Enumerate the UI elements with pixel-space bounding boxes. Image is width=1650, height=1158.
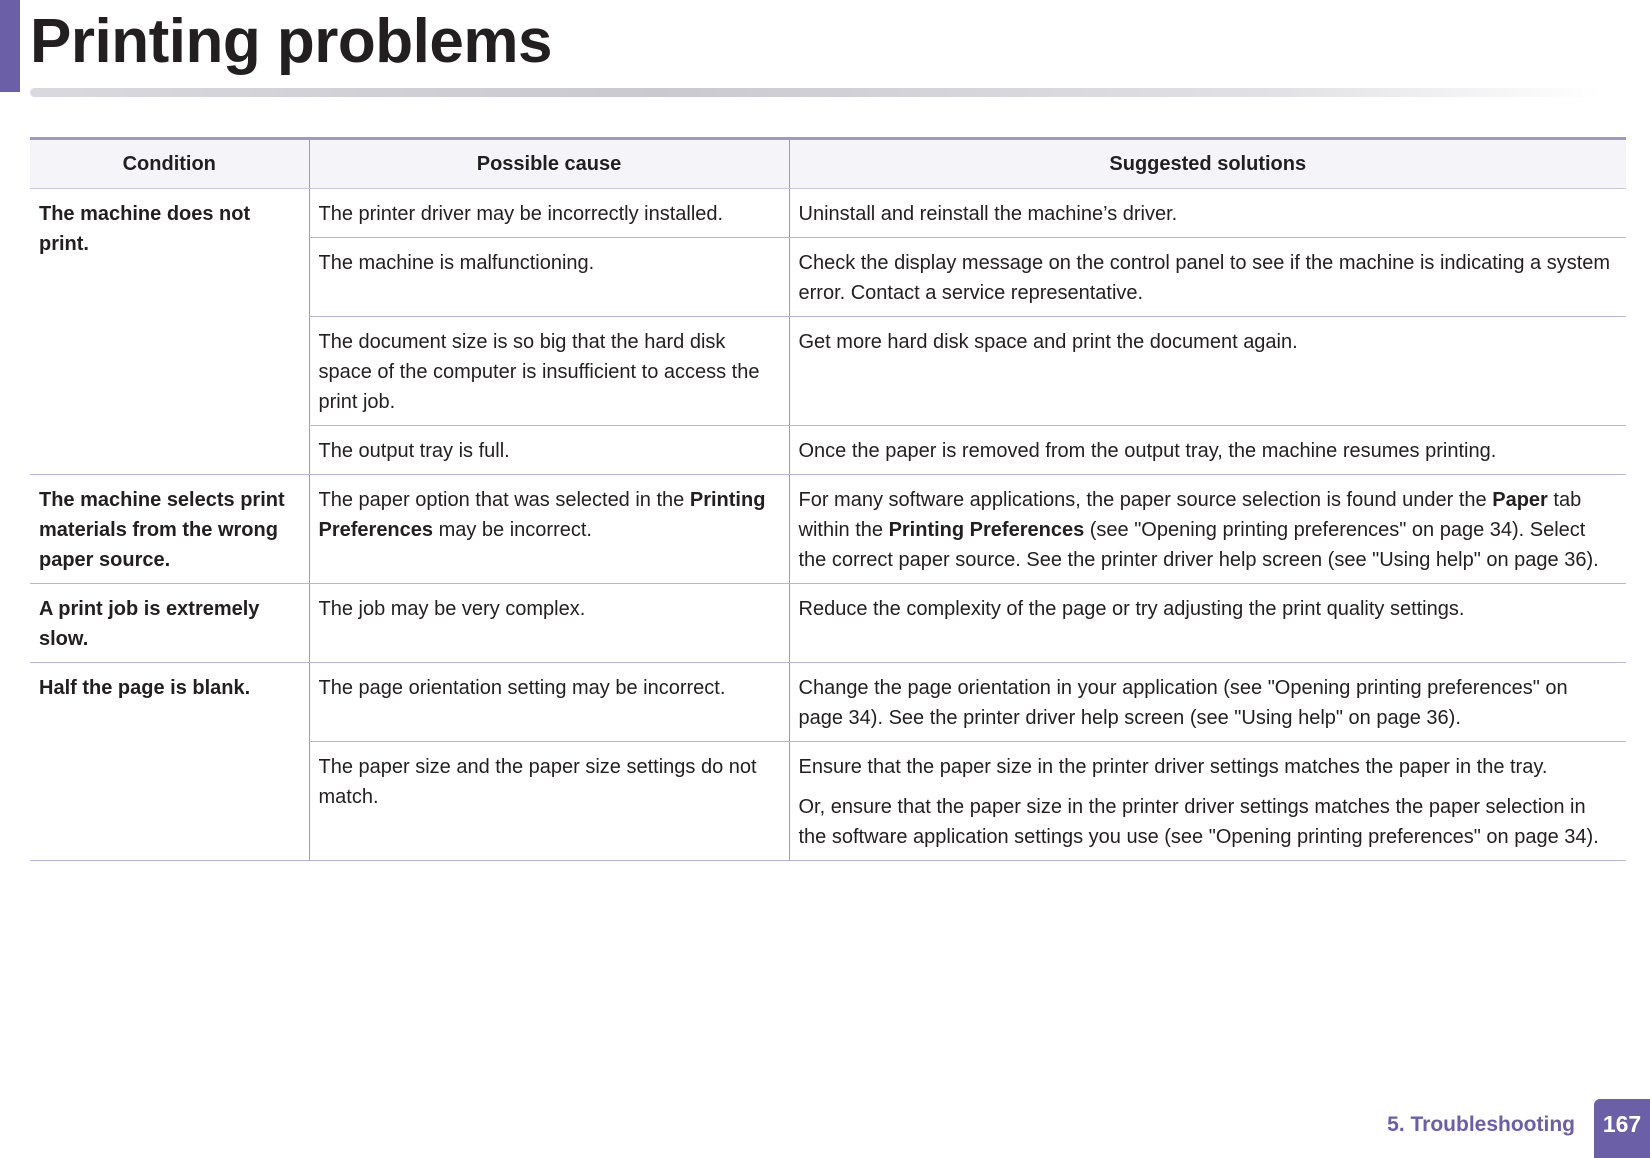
troubleshooting-table <box>30 137 1626 861</box>
header-suggested-solutions: Suggested solutions <box>789 139 1626 189</box>
solution-cell: Uninstall and reinstall the machine’s driver. <box>789 189 1626 238</box>
cause-cell: The paper size and the paper size settings do not match. <box>309 742 789 861</box>
table-row <box>30 189 1626 238</box>
solution-cell: Get more hard disk space and print the document again. <box>789 317 1626 426</box>
cause-cell: The machine is malfunctioning. <box>309 238 789 317</box>
solution-cell <box>789 475 1626 584</box>
cause-cell: The job may be very complex. <box>309 584 789 663</box>
cause-cell <box>309 475 789 584</box>
table-row <box>30 584 1626 663</box>
table-row <box>30 475 1626 584</box>
title-accent-bar <box>0 0 20 92</box>
solution-text: tab within the <box>798 489 1582 541</box>
cause-text: may be incorrect. <box>433 519 592 541</box>
table-row <box>30 663 1626 742</box>
solution-paragraph: Ensure that the paper size in the printer driver settings matches the paper in the tray. <box>798 756 1548 778</box>
solution-emphasis: Printing Preferences <box>888 519 1085 541</box>
page-title: Printing problems <box>30 7 552 76</box>
header-condition: Condition <box>30 139 309 189</box>
cause-cell: The output tray is full. <box>309 426 789 475</box>
cause-emphasis: Printing Preferences <box>318 489 766 541</box>
condition-cell: A print job is extremely slow. <box>30 584 309 663</box>
solution-text: For many software applications, the paper source selection is found under the <box>798 489 1493 511</box>
solution-cell: Reduce the complexity of the page or try adjusting the print quality settings. <box>789 584 1626 663</box>
header-possible-cause: Possible cause <box>309 139 789 189</box>
solution-cell: Check the display message on the control panel to see if the machine is indicating a system error. Contact a service representative. <box>789 238 1626 317</box>
cause-text: The paper option that was selected in the <box>318 489 690 511</box>
cause-cell: The page orientation setting may be incorrect. <box>309 663 789 742</box>
solution-cell: Once the paper is removed from the output tray, the machine resumes printing. <box>789 426 1626 475</box>
cause-cell: The printer driver may be incorrectly installed. <box>309 189 789 238</box>
solution-emphasis: Paper <box>1492 489 1548 511</box>
solution-paragraph: Or, ensure that the paper size in the printer driver settings matches the paper selection in the software application settings you use (see "Opening printing preferences" on page 34). <box>798 796 1599 848</box>
condition-cell: Half the page is blank. <box>30 663 309 861</box>
cause-cell: The document size is so big that the hard disk space of the computer is insufficient to access the print job. <box>309 317 789 426</box>
page-number-badge: 167 <box>1594 1099 1650 1158</box>
condition-cell: The machine selects print materials from the wrong paper source. <box>30 475 309 584</box>
table-header-row <box>30 139 1626 189</box>
solution-cell: Change the page orientation in your application (see "Opening printing preferences" on page 34). See the printer driver help screen (see "Using help" on page 36). <box>789 663 1626 742</box>
title-divider <box>30 88 1600 97</box>
solution-cell <box>789 742 1626 861</box>
solution-text: (see "Opening printing preferences" on page 34). Select the correct paper source. See the printer driver help screen (see "Using help" on page 36). <box>798 519 1599 571</box>
footer-section-label: 5. Troubleshooting <box>1387 1113 1575 1136</box>
condition-cell: The machine does not print. <box>30 189 309 475</box>
